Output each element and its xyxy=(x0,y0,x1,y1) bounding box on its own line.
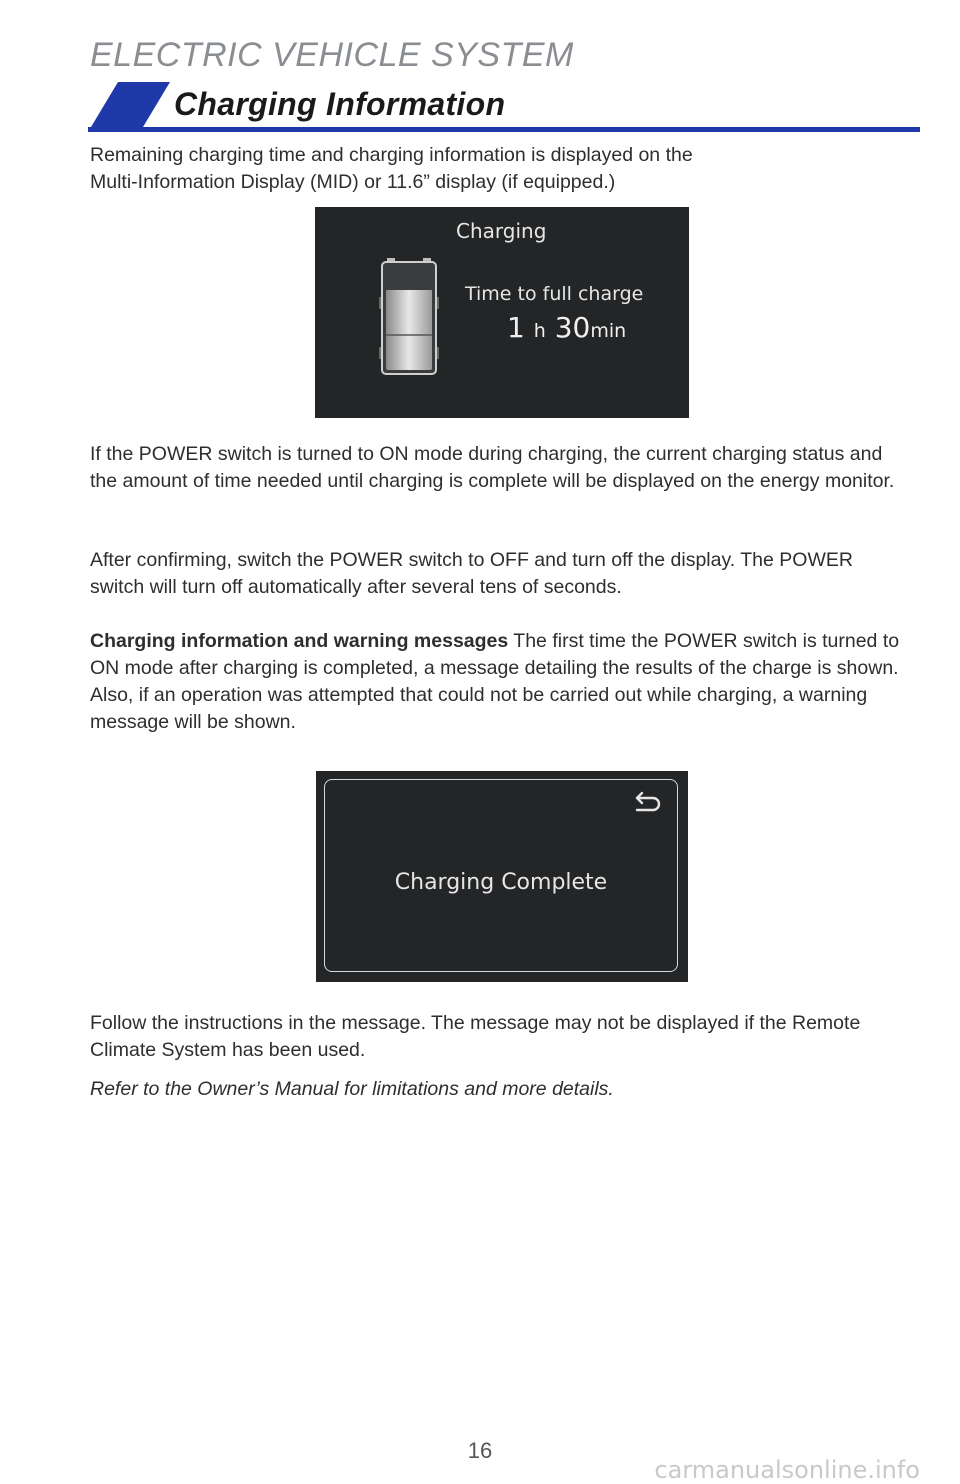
hours-unit: h xyxy=(533,320,546,342)
minutes-unit: min xyxy=(590,320,627,342)
section-title: ELECTRIC VEHICLE SYSTEM xyxy=(90,36,574,74)
after-confirming-paragraph: After confirming, switch the POWER switch to OFF and turn off the display. The POWER switch will turn off automatically after several tens of seconds. xyxy=(90,549,853,598)
warning-messages-text: The first time the POWER switch is turned to ON mode after charging is completed, a message detailing the results of the charge is shown. Also, if an operation was attempted that could not be carried out while charging, a warning message will be shown. xyxy=(90,630,900,733)
power-on-paragraph: If the POWER switch is turned to ON mode during charging, the current charging status and the amount of time needed until charging is complete will be displayed on the energy monitor. xyxy=(90,443,895,492)
section-banner xyxy=(88,82,920,134)
hours-value: 1 xyxy=(507,311,525,344)
time-remaining xyxy=(507,311,626,344)
watermark: carmanualsonline.info xyxy=(654,1456,920,1484)
back-arrow-icon[interactable] xyxy=(633,790,663,814)
banner-title: Charging Information xyxy=(174,86,506,122)
minutes-value: 30 xyxy=(554,311,591,344)
time-to-full-label: Time to full charge xyxy=(465,283,644,305)
charging-complete-screen xyxy=(316,771,688,982)
warning-messages-heading: Charging information and warning messages xyxy=(90,630,509,652)
intro-line-1: Remaining charging time and charging information is displayed on the xyxy=(90,144,693,166)
message-frame xyxy=(324,779,678,972)
charging-status-screen xyxy=(315,207,689,418)
page-number: 16 xyxy=(467,1438,493,1463)
battery-charging-icon xyxy=(379,257,439,377)
intro-paragraph xyxy=(90,142,910,196)
intro-line-2: Multi-Information Display (MID) or 11.6” display (if equipped.) xyxy=(90,171,616,193)
charging-title: Charging xyxy=(456,219,547,243)
follow-instructions-paragraph: Follow the instructions in the message. The message may not be displayed if the Remote Climate System has been used. xyxy=(90,1012,861,1061)
warning-messages-paragraph xyxy=(90,628,910,736)
owners-manual-note: Refer to the Owner’s Manual for limitations and more details. xyxy=(90,1078,614,1100)
charging-complete-message: Charging Complete xyxy=(394,870,608,895)
